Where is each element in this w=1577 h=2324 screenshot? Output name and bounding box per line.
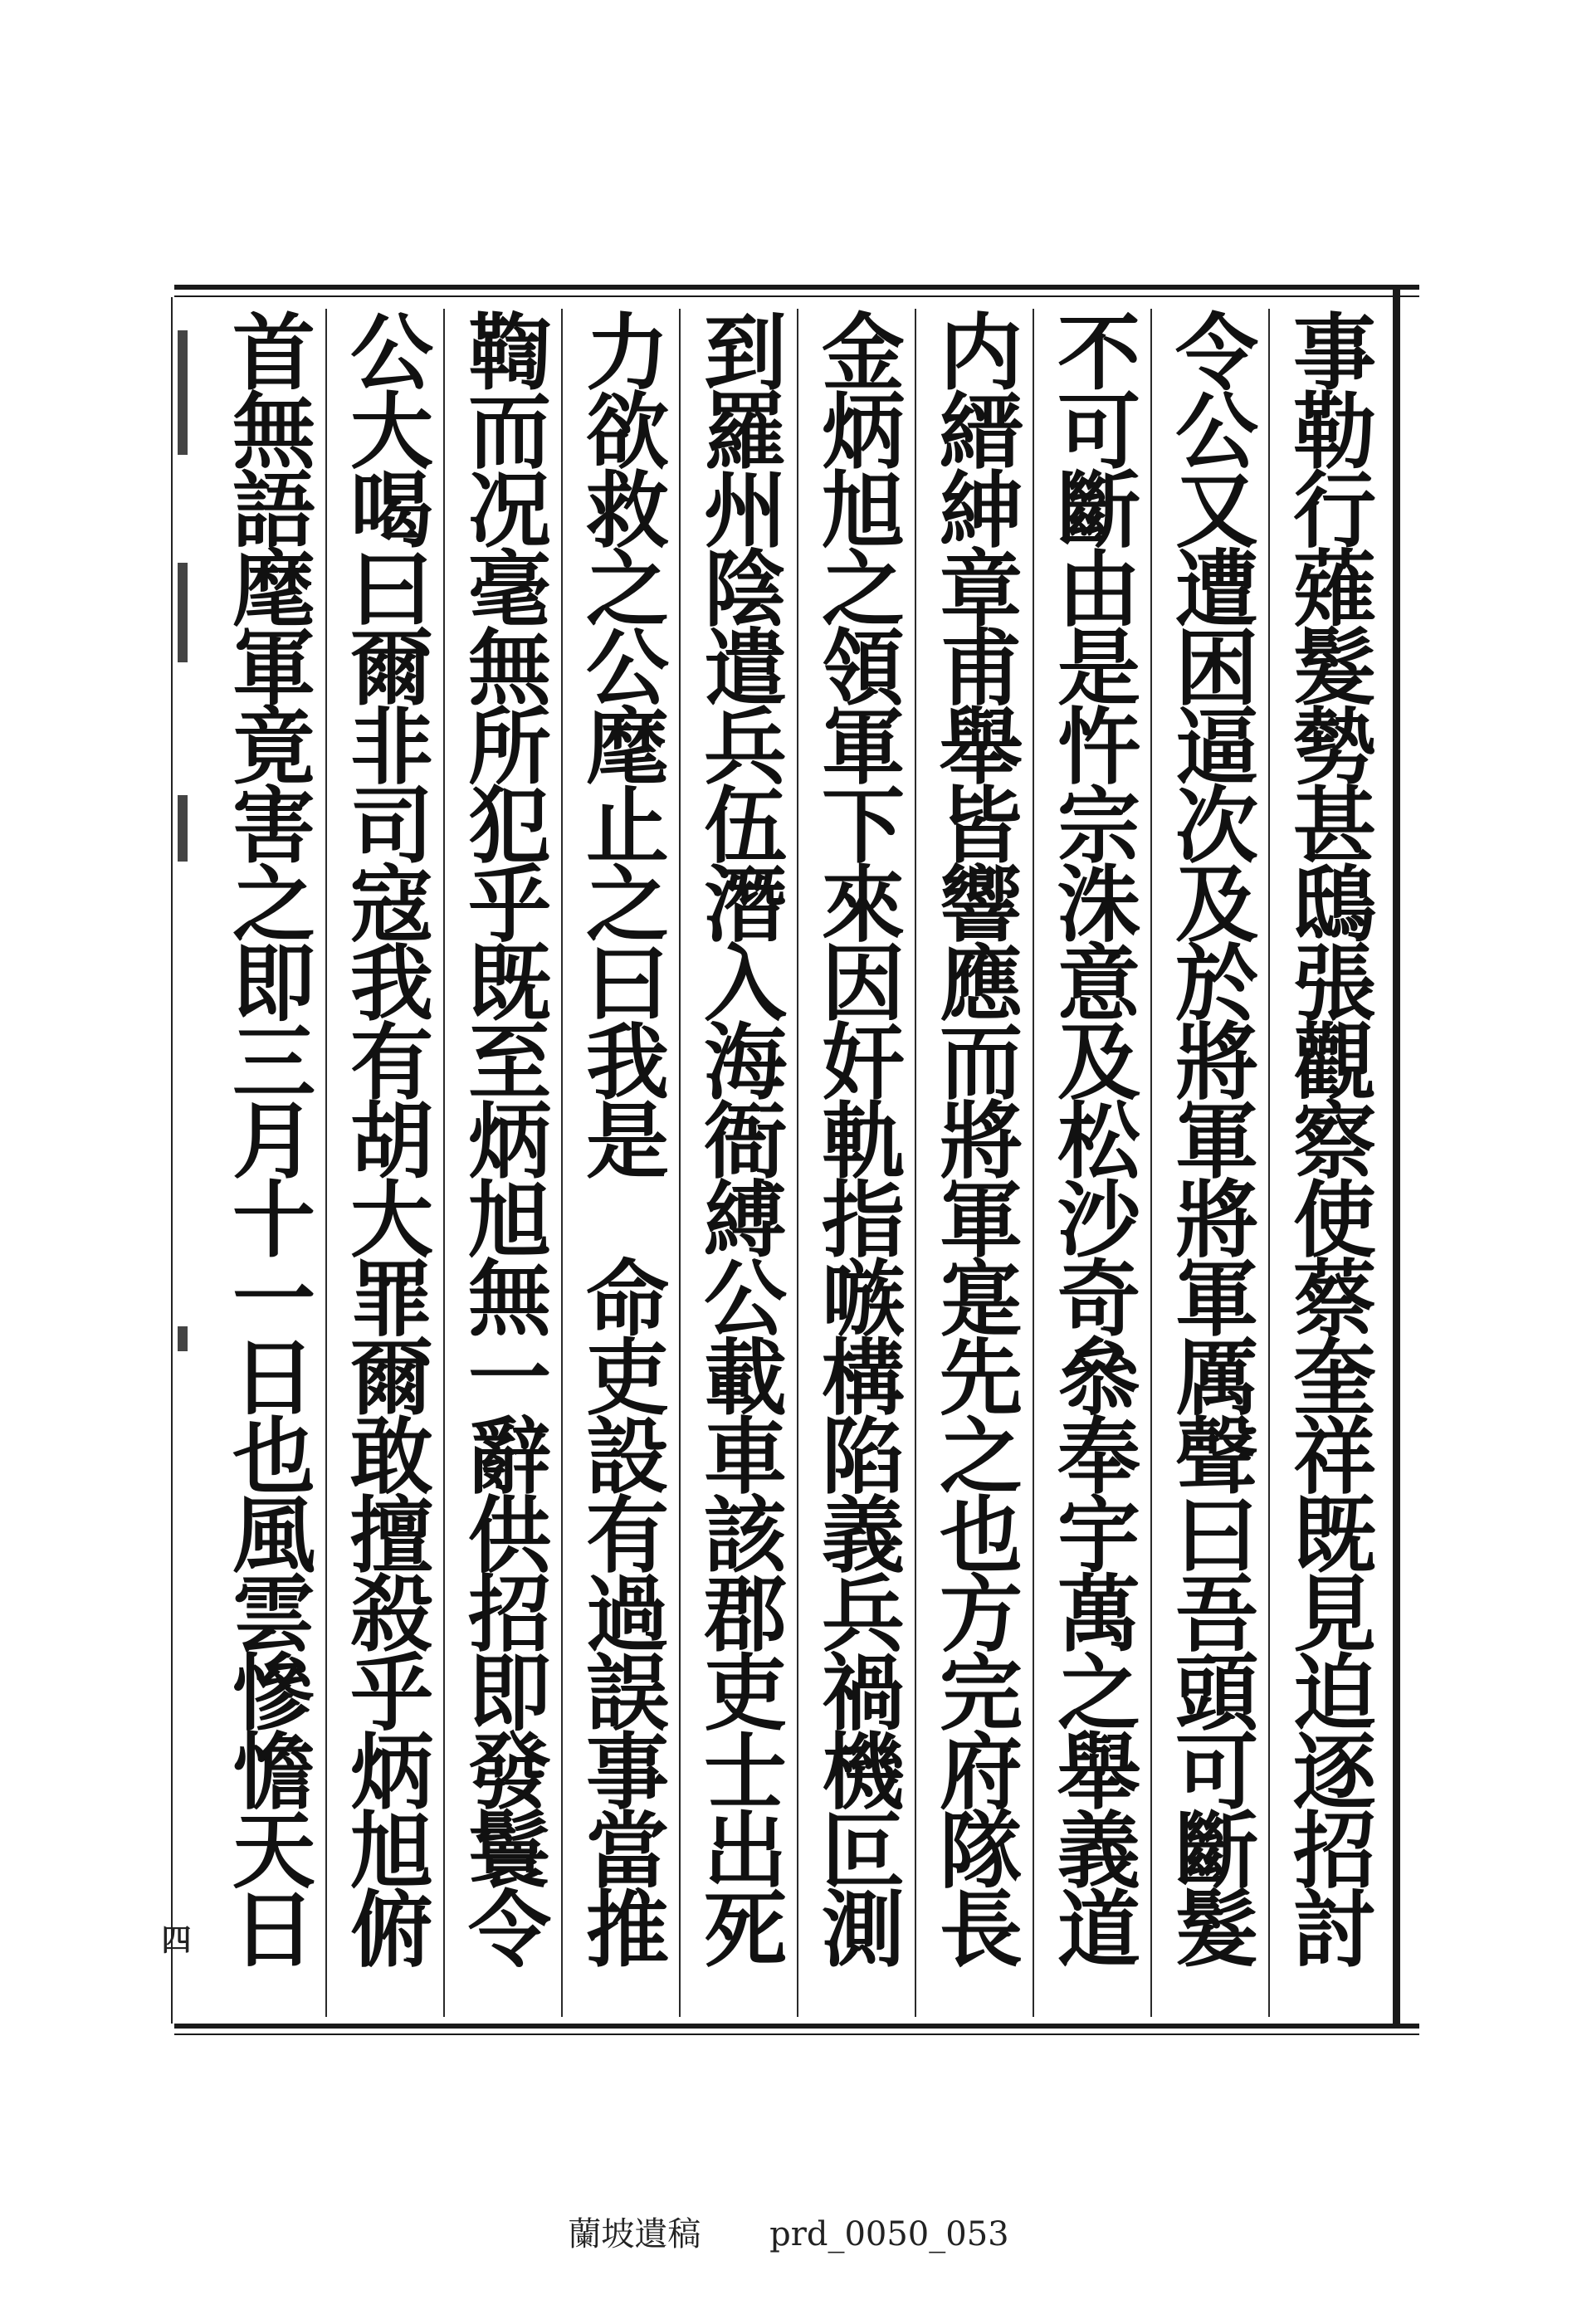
column-divider xyxy=(797,309,798,2017)
column-divider xyxy=(1268,309,1270,2017)
column-divider xyxy=(443,309,445,2017)
frame-bottom-rule xyxy=(174,2024,1419,2029)
text-column: 鞫而况毫無所犯乎既至炳旭無一辭供招即發鬟令 xyxy=(454,309,552,1965)
page-gutter xyxy=(157,297,192,2024)
text-column: 令公又遭困逼次及於將軍將軍厲聲曰吾頭可斷髮 xyxy=(1161,309,1259,1965)
gutter-mark xyxy=(178,563,188,662)
column-divider xyxy=(915,309,916,2017)
gutter-page-number: 四 xyxy=(157,1924,192,1954)
text-column: 到羅州陰遣兵伍潛入海衙縛公載車該郡吏士出死 xyxy=(690,309,788,1965)
gutter-mark xyxy=(178,330,188,455)
text-columns xyxy=(208,309,1386,2017)
frame-top-rule xyxy=(174,285,1419,290)
caption-title: 蘭坡遺稿 xyxy=(568,2215,701,2253)
column-divider xyxy=(1150,309,1152,2017)
frame-top-inner-rule xyxy=(174,295,1419,297)
page-caption xyxy=(0,2208,1577,2255)
gutter-mark xyxy=(178,1326,188,1351)
text-column: 金炳旭之領軍下來因奸軌指嗾構陷義兵禍機叵測 xyxy=(808,309,906,1965)
column-divider xyxy=(679,309,681,2017)
text-column: 首無語麾軍竟害之即三月十一日也風雲慘憺天日 xyxy=(218,309,316,1965)
frame-right-rule xyxy=(1393,285,1400,2028)
text-column: 不可斷由是忤宗洙意及松沙奇叅奉宇萬之舉義道 xyxy=(1043,309,1141,1965)
column-divider xyxy=(325,309,327,2017)
text-column: 公大喝曰爾非司寇我有胡大罪爾敢擅殺乎炳旭俯 xyxy=(336,309,434,1965)
text-column: 力欲救之公麾止之曰我是 命吏設有過誤事當推 xyxy=(572,309,670,1965)
caption-code: prd_0050_053 xyxy=(769,2215,1009,2253)
column-divider xyxy=(1033,309,1034,2017)
gutter-mark xyxy=(178,795,188,862)
text-column: 事勒行薙髮勢甚鴟張觀察使蔡奎祥既見迫逐招討 xyxy=(1279,309,1377,1965)
frame-bottom-inner-rule xyxy=(174,2034,1419,2035)
column-divider xyxy=(561,309,563,2017)
text-column: 内縉紳章甫舉皆響應而將軍寔先之也方完府隊長 xyxy=(925,309,1023,1965)
